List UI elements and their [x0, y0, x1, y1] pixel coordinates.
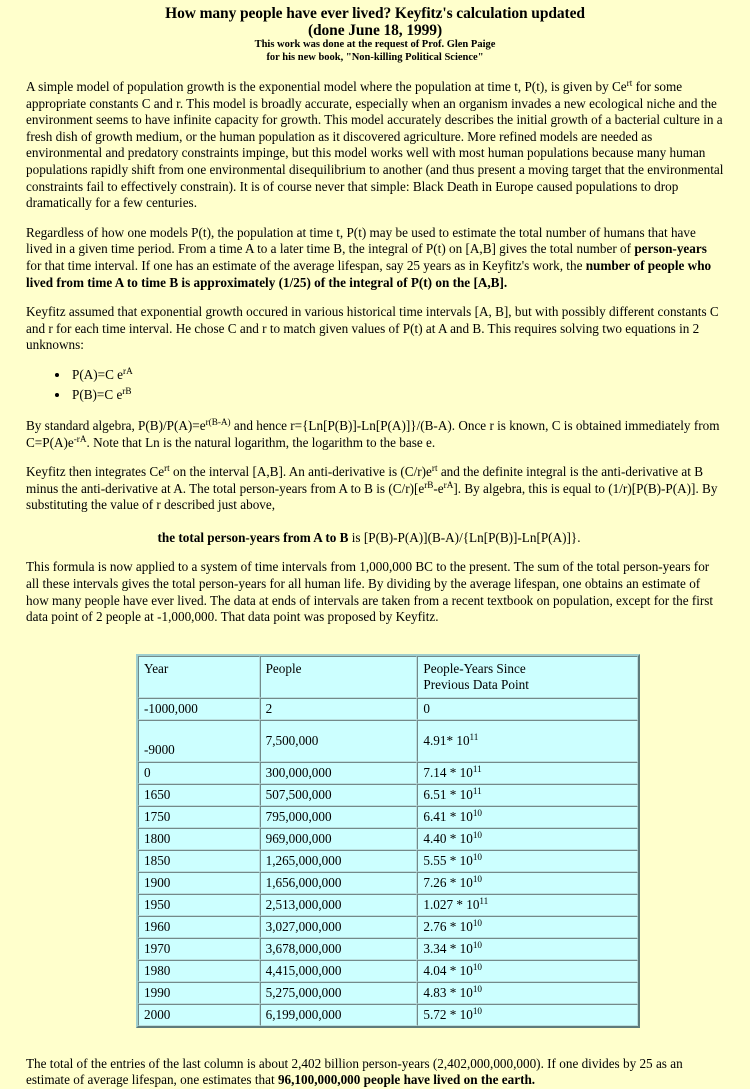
cell-person-years [417, 960, 638, 982]
p5-superscript-4: rA [443, 479, 454, 490]
cell-people: 1,265,000,000 [260, 850, 418, 872]
cell-person-years-mantissa: 6.51 * 10 [423, 786, 473, 802]
cell-person-years-exponent: 10 [472, 940, 483, 951]
cell-person-years-exponent: 10 [472, 808, 483, 819]
cell-person-years-exponent: 10 [472, 830, 483, 841]
cell-person-years [417, 894, 638, 916]
table-row [138, 784, 638, 806]
cell-person-years-mantissa: 7.14 * 10 [423, 764, 473, 780]
cell-people: 6,199,000,000 [260, 1004, 418, 1026]
p4-text-c: . Note that Ln is the natural logarithm, the logarithm to the base e. [86, 434, 436, 450]
cell-person-years [417, 1004, 638, 1026]
equation-pa-superscript: rA [123, 366, 133, 377]
cell-year: 0 [138, 762, 260, 784]
cell-person-years [417, 698, 638, 720]
p5-text-a: Keyfitz then integrates Ce [26, 464, 165, 480]
table-row [138, 850, 638, 872]
paragraph-person-years [26, 225, 724, 291]
cell-person-years [417, 720, 638, 762]
list-item [70, 385, 724, 405]
cell-people: 3,027,000,000 [260, 916, 418, 938]
cell-people: 507,500,000 [260, 784, 418, 806]
cell-person-years-mantissa: 5.55 * 10 [423, 852, 473, 868]
cell-person-years [417, 850, 638, 872]
page-subtitle-date: (done June 18, 1999) [307, 21, 443, 39]
cell-person-years-exponent: 11 [469, 732, 479, 743]
cell-people: 4,415,000,000 [260, 960, 418, 982]
paragraph-standard-algebra [26, 418, 724, 451]
column-header-people: People [260, 656, 418, 698]
cell-people: 1,656,000,000 [260, 872, 418, 894]
cell-year: 1950 [138, 894, 260, 916]
paragraph-application: This formula is now applied to a system of time intervals from 1,000,000 BC to the present. The sum of the total person-years for all these intervals gives the total person-years for all human life. By dividing by the average lifespan, one obtains an estimate of how many people have ever lived. The data at ends of intervals are taken from a recent textbook on population, except for the first data point of 2 people at -1,000,000. That data point was proposed by Keyfitz. [26, 559, 714, 625]
cell-person-years-mantissa: 3.34 * 10 [423, 940, 473, 956]
cell-people: 7,500,000 [260, 720, 418, 762]
table-row [138, 1004, 638, 1026]
p5-text-b: on the interval [A,B]. An anti-derivative is (C/r)e [169, 464, 432, 480]
p4-text-b: and hence r={Ln[P(B)]-Ln[P(A)]}/(B-A). Once r is known, C is obtained immediately from C=P(A)e [26, 417, 720, 450]
cell-person-years-exponent: 10 [472, 984, 483, 995]
cell-person-years-exponent: 10 [472, 918, 483, 929]
table-header-row [138, 656, 638, 698]
cell-year: 1970 [138, 938, 260, 960]
cell-person-years-mantissa: 0 [423, 700, 430, 716]
centered-formula [26, 530, 724, 547]
title-block [26, 6, 724, 64]
cell-person-years-mantissa: 1.027 * 10 [423, 896, 480, 912]
cell-person-years-exponent: 11 [472, 764, 482, 775]
p4-superscript-2: -rA [73, 433, 87, 444]
paragraph-keyfitz-assumption: Keyfitz assumed that exponential growth occured in various historical time intervals [A, B], but with possibly different constants C and r for each time interval. He chose C and r to match given values of P(t) at A and B. This requires solving two equations in 2 unknowns: [26, 304, 719, 353]
cell-people: 2,513,000,000 [260, 894, 418, 916]
cell-person-years-exponent: 11 [472, 786, 482, 797]
formula-bold-label: the total person-years from A to B [157, 529, 349, 545]
cell-year: 1990 [138, 982, 260, 1004]
column-header-person-years-line1: People-Years Since [423, 660, 526, 676]
footer-text-a: The total of the entries of the last column is about 2,402 billion person-years (2,402,000,000,000). If one divides by 25 as an estimate of average lifespan, one estimates that [26, 1055, 683, 1088]
cell-person-years-exponent: 10 [472, 874, 483, 885]
table-row [138, 762, 638, 784]
table-row [138, 894, 638, 916]
cell-person-years-mantissa: 6.41 * 10 [423, 808, 473, 824]
footer-bold-result: 96,100,000,000 people have lived on the earth. [277, 1072, 536, 1088]
p2-bold-person-years: person-years [634, 241, 707, 257]
cell-person-years-mantissa: 2.76 * 10 [423, 918, 473, 934]
cell-year: 1800 [138, 828, 260, 850]
list-item [70, 365, 724, 385]
cell-person-years [417, 806, 638, 828]
cell-year: -9000 [138, 720, 260, 762]
cell-person-years [417, 916, 638, 938]
table-body [138, 656, 638, 1026]
cell-year: 1650 [138, 784, 260, 806]
p1-text-b: for some appropriate constants C and r. This model is broadly accurate, especially when an organism invades a new ecological niche and the environment seems to have infinite capacity for growth. This model accurately describes the initial growth of a bacterial culture in a fresh dish of growth medium, or the human population as it discovered agriculture. More refined models are needed as environmental and predatory constraints impinge, but this model works well with most human populations because many human populations rapidly shift from one environmental disequilibrium to another (and thus present a moving target that the environmental constraints fail to effectively constrain). It is of course never that simple: Black Death in Europe caused populations to drop dramatically for a few centuries. [26, 79, 724, 211]
page-title: How many people have ever lived? Keyfitz's calculation updated [165, 5, 585, 22]
cell-person-years-mantissa: 4.91* 10 [423, 732, 470, 748]
table-row [138, 720, 638, 762]
p5-text-c: and the definite integral is the anti-derivative at B minus the anti-derivative at A. The total person-years from A to B is (C/r)[e [26, 464, 704, 496]
column-header-person-years [417, 656, 638, 698]
cell-people: 2 [260, 698, 418, 720]
cell-person-years [417, 938, 638, 960]
p1-text-a: A simple model of population growth is the exponential model where the population at time t, P(t), is given by Ce [26, 79, 627, 94]
table-row [138, 828, 638, 850]
equation-pa-text: P(A)=C e [72, 366, 124, 382]
cell-person-years [417, 784, 638, 806]
p5-superscript-3: rB [424, 479, 434, 490]
cell-person-years [417, 828, 638, 850]
equation-list [26, 365, 724, 405]
p2-text-c: for that time interval. If one has an estimate of the average lifespan, say 25 years as in Keyfitz's work, the [26, 257, 586, 273]
cell-year: 2000 [138, 1004, 260, 1026]
paragraph-total [26, 1056, 724, 1089]
cell-people: 969,000,000 [260, 828, 418, 850]
cell-people: 5,275,000,000 [260, 982, 418, 1004]
column-header-year: Year [138, 656, 260, 698]
table-row [138, 982, 638, 1004]
table-row [138, 960, 638, 982]
table-row [138, 872, 638, 894]
cell-year: 1980 [138, 960, 260, 982]
formula-expression: is [P(B)-P(A)](B-A)/{Ln[P(B)]-Ln[P(A)]}. [348, 529, 581, 545]
paragraph-exponential-model [26, 79, 724, 212]
p2-bold-statement: number of people who lived from time A to time B is approximately (1/25) of the integral of P(t) on the [A,B]. [26, 257, 712, 290]
cell-person-years-exponent: 10 [472, 852, 483, 863]
cell-person-years-mantissa: 4.04 * 10 [423, 962, 473, 978]
p5-text-e: ]. By algebra, this is equal to (1/r)[P(B)-P(A)]. By substituting the value of r described just above, [26, 480, 718, 513]
cell-person-years-mantissa: 5.72 * 10 [423, 1006, 473, 1022]
table-row [138, 916, 638, 938]
cell-people: 3,678,000,000 [260, 938, 418, 960]
p5-superscript-2: rt [431, 463, 438, 474]
attribution-line-1: This work was done at the request of Prof. Glen Paige [254, 39, 496, 50]
cell-person-years-mantissa: 4.40 * 10 [423, 830, 473, 846]
p2-text-a: Regardless of how one models P(t), the population at time t, P(t) may be used to estimate the total number of humans that have lived in a given time period. From a time A to a later time B, the integral of P(t) on [A,B] gives the total number of [26, 224, 696, 257]
cell-person-years-mantissa: 4.83 * 10 [423, 984, 473, 1000]
cell-person-years-mantissa: 7.26 * 10 [423, 874, 473, 890]
p1-superscript: rt [626, 78, 633, 89]
p5-text-d: -e [433, 480, 444, 496]
table-row [138, 806, 638, 828]
paragraph-integration [26, 464, 724, 514]
population-table [136, 654, 640, 1028]
p4-text-a: By standard algebra, P(B)/P(A)=e [26, 417, 206, 433]
cell-person-years-exponent: 10 [472, 962, 483, 973]
cell-year: 1750 [138, 806, 260, 828]
cell-people: 795,000,000 [260, 806, 418, 828]
equation-pb-text: P(B)=C e [72, 386, 123, 402]
cell-person-years-exponent: 10 [472, 1006, 483, 1017]
table-row [138, 698, 638, 720]
attribution-line-2: for his new book, "Non-killing Political Science" [266, 51, 484, 63]
equation-pb-superscript: rB [122, 386, 132, 397]
cell-person-years [417, 872, 638, 894]
table-row [138, 938, 638, 960]
cell-year: -1000,000 [138, 698, 260, 720]
population-table-wrapper [26, 654, 724, 1028]
cell-year: 1960 [138, 916, 260, 938]
p4-superscript-1: r(B-A) [205, 417, 231, 428]
p5-superscript-1: rt [164, 463, 170, 474]
cell-person-years [417, 762, 638, 784]
cell-person-years-exponent: 11 [479, 896, 489, 907]
cell-person-years [417, 982, 638, 1004]
column-header-person-years-line2: Previous Data Point [423, 676, 529, 692]
cell-year: 1850 [138, 850, 260, 872]
cell-year: 1900 [138, 872, 260, 894]
cell-people: 300,000,000 [260, 762, 418, 784]
